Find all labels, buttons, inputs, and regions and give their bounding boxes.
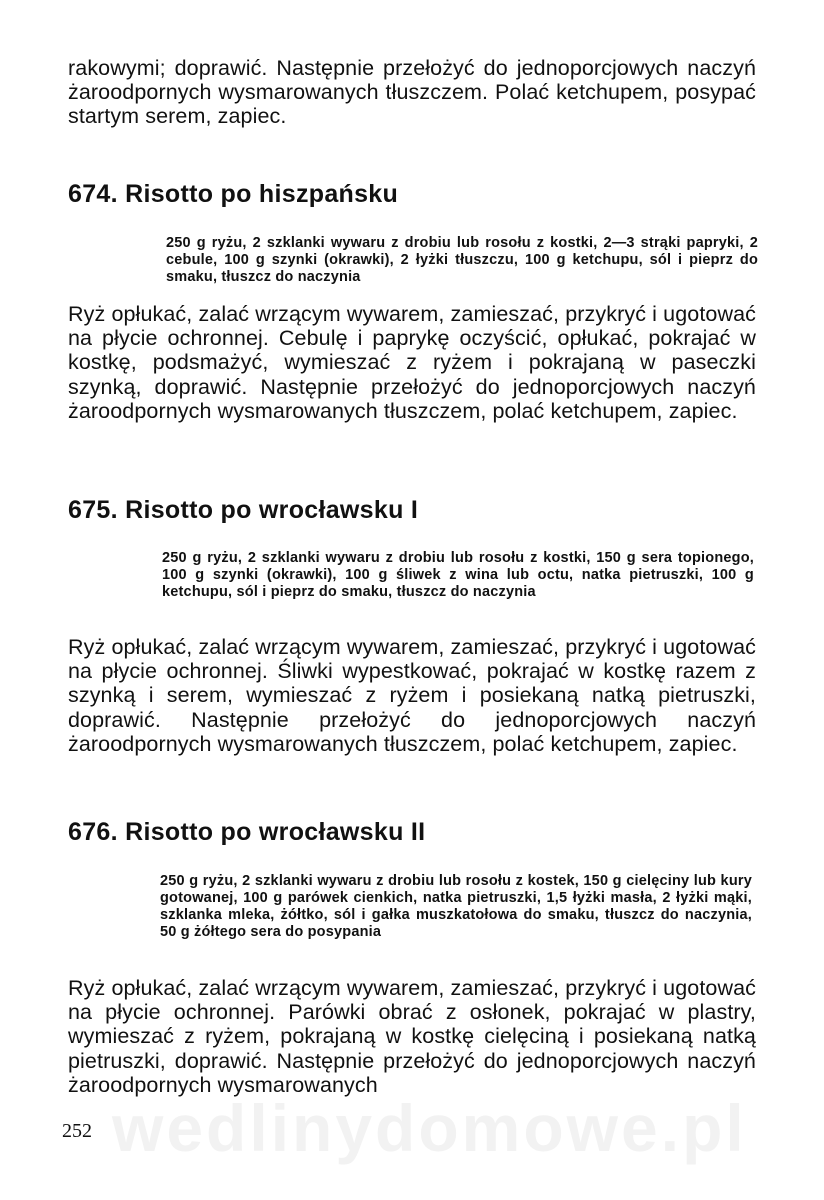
intro-paragraph: rakowymi; doprawić. Następnie przełożyć do jednoporcjowych naczyń żaroodpornych wysmarowanych tłuszczem. Polać ketchupem, posypać startym serem, zapiec. xyxy=(68,56,756,129)
page-number: 252 xyxy=(62,1120,92,1142)
recipe-674-ingredients: 250 g ryżu, 2 szklanki wywaru z drobiu lub rosołu z kostki, 2—3 strąki papryki, 2 cebule, 100 g szynki (okrawki), 2 łyżki tłuszczu, 100 g ketchupu, sól i pieprz do smaku, tłuszcz do naczynia xyxy=(166,235,758,285)
recipe-675-title: 675. Risotto po wrocławsku I xyxy=(68,496,419,524)
recipe-676-method: Ryż opłukać, zalać wrzącym wywarem, zamieszać, przykryć i ugotować na płycie ochronnej. Parówki obrać z osłonek, pokrajać w plastry, wymieszać z ryżem, pokrajaną w kostkę cielęciną i posiekaną natką pietruszki, doprawić. Następnie przełożyć do jednoporcjowych naczyń żaroodpornych wysmarowanych xyxy=(68,976,756,1097)
watermark-text: wedlinydomowe.pl xyxy=(112,1091,747,1165)
recipe-675-ingredients: 250 g ryżu, 2 szklanki wywaru z drobiu lub rosołu z kostki, 150 g sera topionego, 100 g szynki (okrawki), 100 g śliwek z wina lub octu, natka pietruszki, 100 g ketchupu, sól i pieprz do smaku, tłuszcz do naczynia xyxy=(162,550,754,600)
recipe-674-method: Ryż opłukać, zalać wrzącym wywarem, zamieszać, przykryć i ugotować na płycie ochronnej. Cebulę i paprykę oczyścić, opłukać, pokrajać w kostkę, podsmażyć, wymieszać z ryżem i pokrajaną w paseczki szynką, doprawić. Następnie przełożyć do jednoporcjowych naczyń żaroodpornych wysmarowanych tłuszczem, polać ketchupem, zapiec. xyxy=(68,302,756,423)
recipe-674-title: 674. Risotto po hiszpańsku xyxy=(68,180,399,208)
recipe-675-method: Ryż opłukać, zalać wrzącym wywarem, zamieszać, przykryć i ugotować na płycie ochronnej. Śliwki wypestkować, pokrajać w kostkę razem z szynką i serem, wymieszać z ryżem i posiekaną natką pietruszki, doprawić. Następnie przełożyć do jednoporcjowych naczyń żaroodpornych wysmarowanych tłuszczem, polać ketchupem, zapiec. xyxy=(68,635,756,756)
recipe-676-ingredients: 250 g ryżu, 2 szklanki wywaru z drobiu lub rosołu z kostek, 150 g cielęciny lub kury gotowanej, 100 g parówek cienkich, natka pietruszki, 1,5 łyżki masła, 2 łyżki mąki, szklanka mleka, żółtko, sól i gałka muszkatołowa do smaku, tłuszcz do naczynia, 50 g żółtego sera do posypania xyxy=(160,873,752,940)
recipe-676-title: 676. Risotto po wrocławsku II xyxy=(68,818,426,846)
